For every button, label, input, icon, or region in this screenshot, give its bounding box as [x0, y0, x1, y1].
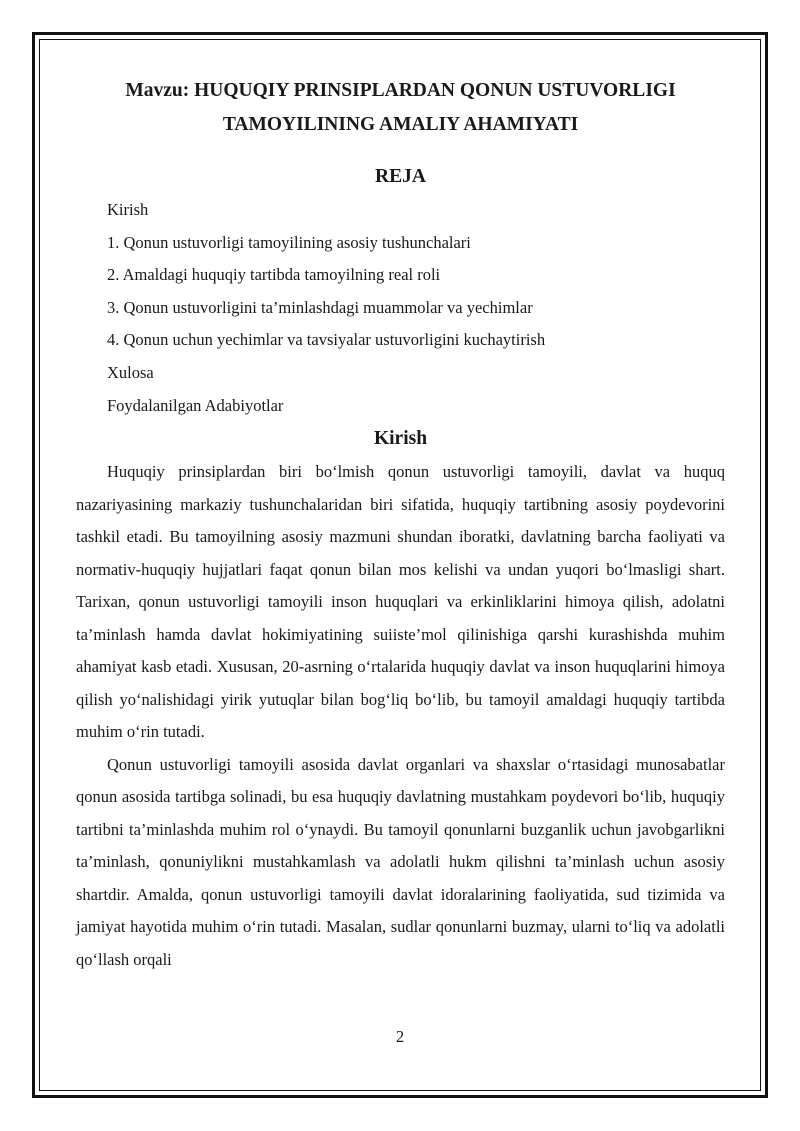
paragraph: Huquqiy prinsiplardan biri bo‘lmish qonun ustuvorligi tamoyili, davlat va huquq nazariyasining markaziy tushunchalaridan biri sifatida, huquqiy tartibning asosiy poydevorini tashkil etadi. Bu tamoyilning asosiy mazmuni shundan iboratki, davlatning barcha faoliyati va normativ-huquqiy hujjatlari faqat qonun bilan mos kelishi va undan yuqori bo‘lmasligi shart. Tarixan, qonun ustuvorligi tamoyili inson huquqlari va erkinliklarini himoya qilish, adolatni ta’minlash hamda davlat hokimiyatining suiiste’mol qilinishiga qarshi kurashishda muhim ahamiyat kasb etadi. Xususan, 20-asrning o‘rtalarida huquqiy davlat va inson huquqlarini himoya qilish yo‘nalishidagi yirik yutuqlar bilan bog‘liq bo‘lib, bu tamoyil amaldagi huquqiy tartibda muhim o‘rin tutadi.: [76, 462, 725, 742]
paragraph: Qonun ustuvorligi tamoyili asosida davlat organlari va shaxslar o‘rtasidagi munosabatlar qonun asosida tartibga solinadi, bu esa huquqiy davlatning mustahkam poydevori bo‘lib, huquqiy tartibni ta’minlashda muhim rol o‘ynaydi. Bu tamoyil qonunlarni buzganlik uchun javobgarlikni ta’minlash, qonuniylikni mustahkamlash va adolatli hukm qilishni ta’minlash uchun asosiy shartdir. Amalda, qonun ustuvorligi tamoyili davlat idoralarining faoliyatida, sud tizimida va jamiyat hayotida muhim o‘rin tutadi. Masalan, sudlar qonunlarni buzmay, ularni to‘liq va adolatli qo‘llash orqali: [76, 754, 725, 969]
plan-item: 1. Qonun ustuvorligi tamoyilining asosiy tushunchalari: [107, 232, 471, 252]
plan-list: [76, 194, 725, 422]
page-number: 2: [395, 1027, 405, 1046]
plan-item: Kirish: [107, 200, 149, 219]
plan-item: Foydalanilgan Adabiyotlar: [107, 395, 284, 415]
section-heading: Kirish: [373, 428, 428, 450]
document-title: [76, 74, 725, 142]
plan-heading: REJA: [375, 166, 426, 187]
plan-item: 3. Qonun ustuvorligini ta’minlashdagi muammolar va yechimlar: [107, 297, 533, 317]
title-line-1: Mavzu: HUQUQIY PRINSIPLARDAN QONUN USTUVORLIGI: [125, 80, 676, 101]
plan-item: 2. Amaldagi huquqiy tartibda tamoyilning real roli: [107, 265, 441, 285]
plan-item: Xulosa: [107, 362, 154, 382]
title-line-2: TAMOYILINING AMALIY AHAMIYATI: [222, 114, 579, 135]
plan-item: 4. Qonun uchun yechimlar va tavsiyalar ustuvorligini kuchaytirish: [107, 330, 546, 350]
document-page: [76, 70, 725, 976]
